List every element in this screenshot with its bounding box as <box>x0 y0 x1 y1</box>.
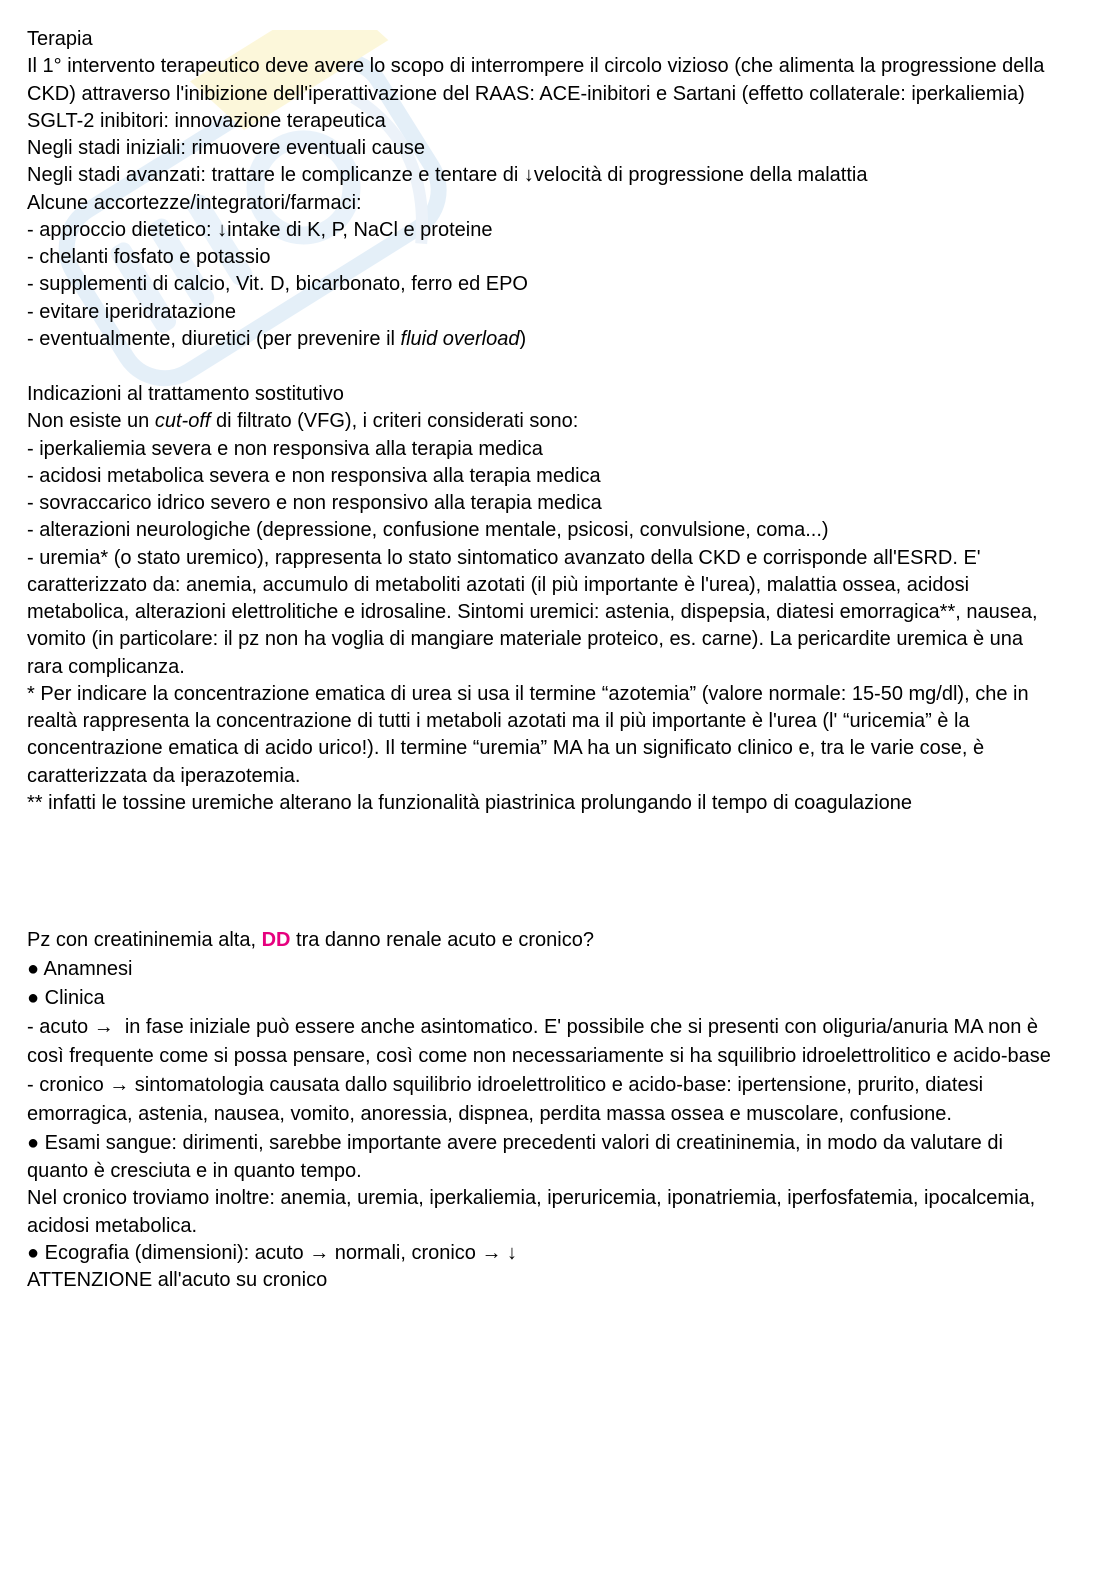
warning-line: ATTENZIONE all'acuto su cronico <box>27 1269 328 1292</box>
footnote-line: concentrazione ematica di acido urico!). Il termine “uremia” MA ha un significato clinico e, tra le varie cose, è <box>27 737 985 760</box>
dd-question-text: Pz con creatininemia alta, <box>27 929 262 951</box>
footnote-line: caratterizzata da iperazotemia. <box>27 764 301 787</box>
therapy-text-line: SGLT-2 inibitori: innovazione terapeutica <box>27 109 386 132</box>
criteria-line: rara complicanza. <box>27 655 185 678</box>
footnote-line: * Per indicare la concentrazione ematica di urea si usa il termine “azotemia” (valore normale: 15-50 mg/dl), che in <box>27 682 1029 705</box>
bullet-anamnesi: ● Anamnesi <box>27 958 133 980</box>
exam-line: quanto è cresciuta e in quanto tempo. <box>27 1160 362 1182</box>
clinical-line: - acuto → in fase iniziale può essere anche asintomatico. E' possibile che si presenti con oliguria/anuria MA non è <box>27 1016 1039 1038</box>
criteria-line: metabolica, alterazioni elettrolitiche e idrosaline. Sintomi uremici: astenia, dispepsia, diatesi emorragica**, nausea, <box>27 601 1038 624</box>
therapy-section <box>27 26 1107 353</box>
exam-line-ecografia: ● Ecografia (dimensioni): acuto → normali, cronico → ↓ <box>27 1241 518 1264</box>
intro-text-end: di filtrato (VFG), i criteri considerati sono: <box>210 410 579 433</box>
dd-question-text-end: tra danno renale acuto e cronico? <box>290 929 594 951</box>
therapy-text-line: CKD) attraverso l'inibizione dell'iperattivazione del RAAS: ACE-inibitori e Sartani (effetto collaterale: iperkaliemia) <box>27 82 1025 105</box>
diuretics-text: - eventualmente, diuretici (per prevenire il <box>27 327 401 350</box>
exam-line: ● Esami sangue: dirimenti, sarebbe importante avere precedenti valori di creatininemia, in modo da valutare di <box>27 1132 1003 1154</box>
therapy-list-item: - supplementi di calcio, Vit. D, bicarbonato, ferro ed EPO <box>27 273 528 296</box>
therapy-list-item: - approccio dietetico: ↓intake di K, P, NaCl e proteine <box>27 218 493 241</box>
therapy-list-item: - evitare iperidratazione <box>27 300 236 323</box>
criteria-line: vomito (in particolare: il pz non ha voglia di mangiare materiale proteico, es. carne). La pericardite uremica è una <box>27 628 1024 651</box>
footnote-line: realtà rappresenta la concentrazione di tutti i metaboli azotati ma il più importante è l'urea (l' “uricemia” è la <box>27 710 970 733</box>
dd-question <box>27 926 1107 955</box>
criteria-line: - sovraccarico idrico severo e non responsivo alla terapia medica <box>27 492 602 515</box>
clinical-line: - cronico → sintomatologia causata dallo squilibrio idroelettrolitico e acido-base: ipertensione, prurito, diatesi <box>27 1074 984 1096</box>
criteria-line: - uremia* (o stato uremico), rappresenta lo stato sintomatico avanzato della CKD e corrisponde all'ESRD. E' <box>27 546 981 569</box>
fluid-overload-term: fluid overload <box>400 327 520 350</box>
cut-off-term: cut-off <box>154 410 211 433</box>
footnote-line: ** infatti le tossine uremiche alterano la funzionalità piastrinica prolungando il tempo di coagulazione <box>27 791 912 814</box>
therapy-text-line: Negli stadi iniziali: rimuovere eventuali cause <box>27 137 425 160</box>
replacement-therapy-title: Indicazioni al trattamento sostitutivo <box>27 383 344 405</box>
clinical-line: così frequente come si possa pensare, così come non necessariamente si ha squilibrio idroelettrolitico e acido-base <box>27 1045 1051 1067</box>
therapy-text-line: Il 1° intervento terapeutico deve avere lo scopo di interrompere il circolo vizioso (che alimenta la progressione della <box>27 55 1045 78</box>
dd-highlight: DD <box>261 929 291 951</box>
exam-line: acidosi metabolica. <box>27 1214 198 1237</box>
replacement-therapy-intro <box>27 408 1107 435</box>
clinical-line: emorragica, astenia, nausea, vomito, anoressia, dispnea, perdita massa ossea e muscolare, confusione. <box>27 1103 952 1125</box>
differential-diagnosis-section <box>27 926 1107 1294</box>
criteria-line: - iperkaliemia severa e non responsiva alla terapia medica <box>27 437 543 460</box>
therapy-title: Terapia <box>27 28 93 50</box>
diuretics-text-end: ) <box>519 327 527 350</box>
therapy-text-line: Alcune accortezze/integratori/farmaci: <box>27 191 362 214</box>
criteria-line: - alterazioni neurologiche (depressione, confusione mentale, psicosi, convulsione, coma...) <box>27 519 829 542</box>
intro-text: Non esiste un <box>27 410 155 433</box>
therapy-text-line: Negli stadi avanzati: trattare le complicanze e tentare di ↓velocità di progressione della malattia <box>27 164 868 187</box>
therapy-list-item: - chelanti fosfato e potassio <box>27 246 271 269</box>
therapy-list-item-diuretics <box>27 326 1107 353</box>
bullet-clinica: ● Clinica <box>27 987 105 1009</box>
criteria-line: - acidosi metabolica severa e non responsiva alla terapia medica <box>27 464 601 487</box>
replacement-therapy-section <box>27 381 1107 817</box>
criteria-line: caratterizzato da: anemia, accumulo di metaboliti azotati (il più importante è l'urea), malattia ossea, acidosi <box>27 573 970 596</box>
exam-line: Nel cronico troviamo inoltre: anemia, uremia, iperkaliemia, iperuricemia, iponatriemia, iperfosfatemia, ipocalcemia, <box>27 1187 1036 1210</box>
